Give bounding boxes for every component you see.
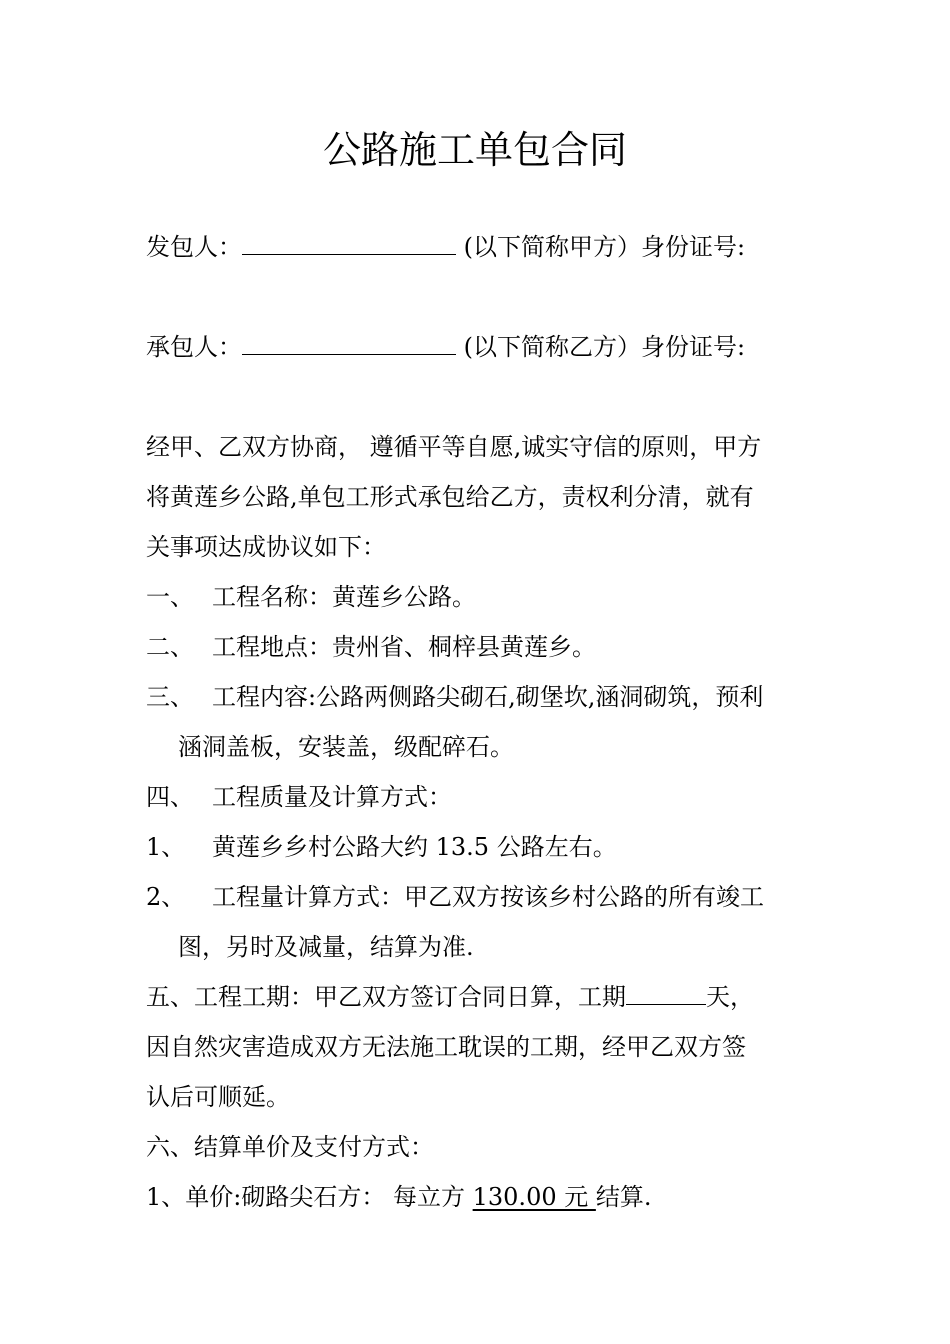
unit-price-amount: 130.00 元: [472, 1183, 596, 1211]
schedule-line: [146, 982, 754, 1012]
clause-text: 工程内容:公路两侧路尖砌石,砌堡坎,涵洞砌筑，预利: [212, 683, 764, 711]
unit-price-suffix: 结算.: [595, 1183, 652, 1211]
clause-continuation: 涵洞盖板，安装盖，级配碎石。: [178, 733, 514, 761]
clause-item: [146, 582, 476, 612]
clause-text: 工程量计算方式：甲乙双方按该乡村公路的所有竣工: [212, 883, 764, 911]
party-b-label: 承包人：: [146, 333, 242, 361]
intro-line-3: 关事项达成协议如下：: [146, 533, 386, 561]
unit-price-line: [146, 1182, 652, 1212]
clause-number: 二、: [146, 633, 194, 661]
party-a-suffix: (以下简称甲方）身份证号:: [463, 233, 746, 261]
schedule-text: 五、工程工期：甲乙双方签订合同日算，工期: [146, 983, 626, 1011]
clause-text: 工程质量及计算方式：: [212, 783, 452, 811]
clause-continuation: 图，另时及减量，结算为准.: [178, 933, 474, 961]
clause-item: [146, 882, 764, 912]
clause-number: 三、: [146, 683, 194, 711]
party-b-name-blank: [242, 332, 456, 355]
clause-text: 工程地点：贵州省、桐梓县黄莲乡。: [212, 633, 596, 661]
clause-number: 2、: [146, 883, 186, 911]
clause-item: [146, 682, 763, 712]
schedule-unit: 天，: [706, 983, 754, 1011]
unit-price-label: 1、单价:砌路尖石方： 每立方: [146, 1183, 473, 1211]
clause-text: 黄莲乡乡村公路大约 13.5 公路左右。: [212, 833, 617, 861]
party-b-line: [146, 332, 745, 362]
clause-number: 一、: [146, 583, 194, 611]
party-b-suffix: (以下简称乙方）身份证号:: [463, 333, 746, 361]
schedule-line-2: 因自然灾害造成双方无法施工耽误的工期，经甲乙双方签: [146, 1033, 746, 1061]
clause-number: 四、: [146, 783, 194, 811]
clause-item: [146, 632, 596, 662]
intro-line-2: 将黄莲乡公路,单包工形式承包给乙方，责权利分清，就有: [146, 483, 754, 511]
clause-text: 工程名称：黄莲乡公路。: [212, 583, 476, 611]
schedule-line-3: 认后可顺延。: [146, 1083, 290, 1111]
page-title: 公路施工单包合同: [322, 128, 627, 172]
clause-item: [146, 832, 617, 862]
schedule-days-blank: [626, 982, 706, 1005]
intro-line-1: 经甲、乙双方协商， 遵循平等自愿,诚实守信的原则，甲方: [146, 433, 762, 461]
party-a-label: 发包人：: [146, 233, 242, 261]
payment-heading: 六、结算单价及支付方式：: [146, 1133, 434, 1161]
clause-number: 1、: [146, 833, 186, 861]
clause-item: [146, 782, 452, 812]
party-a-line: [146, 232, 745, 262]
party-a-name-blank: [242, 232, 456, 255]
